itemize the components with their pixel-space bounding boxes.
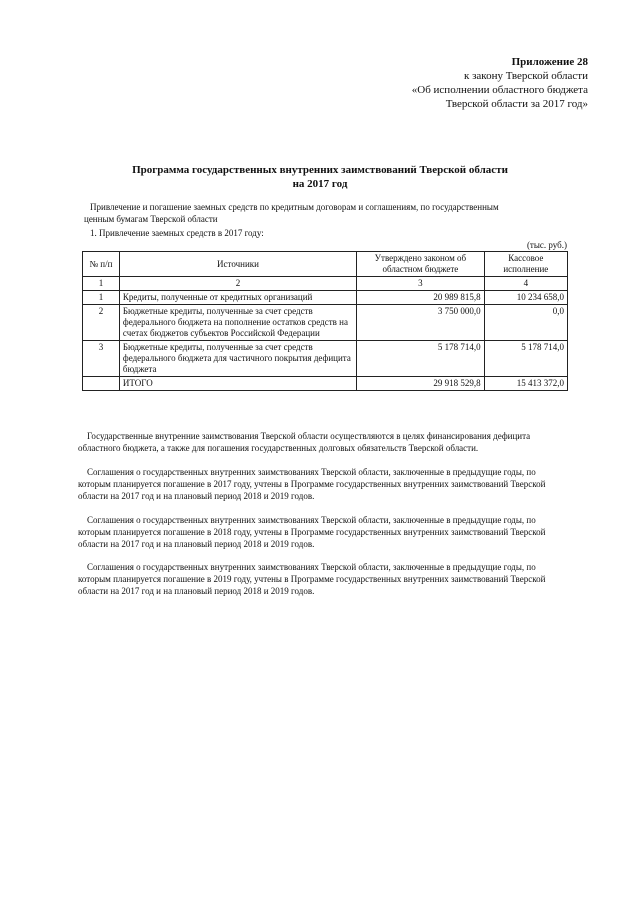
col-number-2: 2 [119, 277, 356, 291]
paragraph-2018-repayment: Соглашения о государственных внутренних заимствованиях Тверской области, заключенные в предыдущие годы, по которым планируется погашение в 2018 году, учтены в Программе государственных внутренних заимствований Тверской области на 2017 год и на плановый период 2018 и 2019 годов. [78, 515, 546, 549]
header-executed: Кассовое исполнение [484, 252, 567, 277]
table-row [83, 341, 568, 377]
intro-line-2: ценным бумагам Тверской области [84, 214, 218, 224]
appendix-law-title-2: Тверской области за 2017 год» [445, 98, 588, 110]
total-row [83, 377, 568, 391]
row-source: Бюджетные кредиты, полученные за счет средств федерального бюджета на пополнение остатков средств на счетах бюджетов субъектов Российской Федерации [119, 305, 356, 341]
borrowings-table [82, 251, 568, 391]
row-executed: 0,0 [484, 305, 567, 341]
total-executed: 15 413 372,0 [484, 377, 567, 391]
table-row [83, 291, 568, 305]
column-number-row [83, 277, 568, 291]
table-header-row [83, 252, 568, 277]
paragraph-2019-repayment: Соглашения о государственных внутренних заимствованиях Тверской области, заключенные в предыдущие годы, по которым планируется погашение в 2019 году, учтены в Программе государственных внутренних заимствований Тверской области на 2017 год и на плановый период 2018 и 2019 годов. [78, 562, 546, 596]
appendix-number: Приложение 28 [511, 56, 588, 68]
total-approved: 29 918 529,8 [357, 377, 485, 391]
total-num [83, 377, 120, 391]
paragraph-2017-repayment: Соглашения о государственных внутренних заимствованиях Тверской области, заключенные в предыдущие годы, по которым планируется погашение в 2017 году, учтены в Программе государственных внутренних заимствований Тверской области на 2017 год и на плановый период 2018 и 2019 годов. [78, 467, 546, 501]
row-source: Кредиты, полученные от кредитных организаций [119, 291, 356, 305]
section-1-heading: 1. Привлечение заемных средств в 2017 году: [90, 228, 264, 238]
header-approved: Утверждено законом об областном бюджете [357, 252, 485, 277]
row-approved: 20 989 815,8 [357, 291, 485, 305]
document-title [0, 163, 640, 191]
paragraph-purpose: Государственные внутренние заимствования Тверской области осуществляются в целях финансирования дефицита областного бюджета, а также для погашения государственных долговых обязательств Тверской области. [78, 431, 531, 453]
table-row [83, 305, 568, 341]
row-approved: 3 750 000,0 [357, 305, 485, 341]
row-num: 2 [83, 305, 120, 341]
appendix-header [412, 55, 588, 111]
intro-line-1: Привлечение и погашение заемных средств по кредитным договорам и соглашениям, по государственным [90, 202, 499, 212]
row-num: 3 [83, 341, 120, 377]
row-num: 1 [83, 291, 120, 305]
row-executed: 10 234 658,0 [484, 291, 567, 305]
unit-label: (тыс. руб.) [526, 240, 567, 250]
row-source: Бюджетные кредиты, полученные за счет средств федерального бюджета для частичного покрытия дефицита бюджета [119, 341, 356, 377]
appendix-law-title-1: «Об исполнении областного бюджета [411, 84, 588, 96]
row-executed: 5 178 714,0 [484, 341, 567, 377]
col-number-1: 1 [83, 277, 120, 291]
header-num: № п/п [83, 252, 120, 277]
title-line-2: на 2017 год [292, 178, 348, 190]
col-number-3: 3 [357, 277, 485, 291]
total-label: ИТОГО [119, 377, 356, 391]
title-line-1: Программа государственных внутренних заимствований Тверской области [132, 164, 508, 176]
appendix-law-ref: к закону Тверской области [463, 70, 588, 82]
col-number-4: 4 [484, 277, 567, 291]
row-approved: 5 178 714,0 [357, 341, 485, 377]
intro-paragraph [84, 201, 564, 225]
header-source: Источники [119, 252, 356, 277]
